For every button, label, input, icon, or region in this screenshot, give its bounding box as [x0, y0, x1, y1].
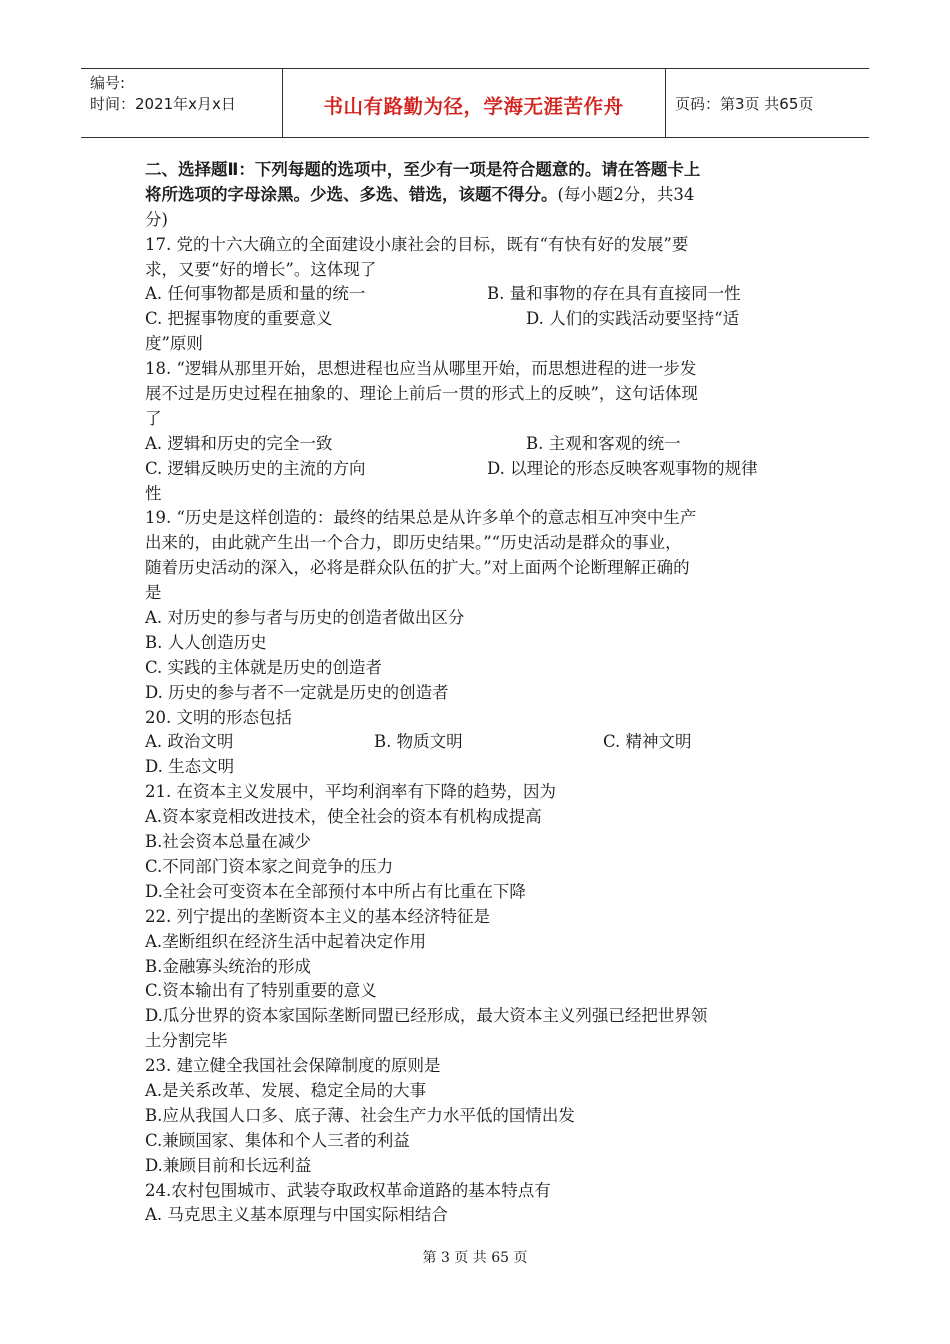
option-c: C.资本输出有了特别重要的意义: [145, 981, 377, 1001]
option-d: D. 以理论的形态反映客观事物的规律: [487, 458, 758, 478]
header-info: [90, 73, 236, 115]
option-c: C. 把握事物度的重要意义: [145, 309, 333, 329]
option-a: A. 逻辑和历史的完全一致: [145, 433, 333, 453]
question-stem: 20. 文明的形态包括: [145, 707, 292, 727]
option-c: C. 逻辑反映历史的主流的方向: [145, 458, 366, 478]
section-title-note-end: 分): [145, 209, 168, 229]
option-d: D.瓜分世界的资本家国际垄断同盟已经形成，最大资本主义列强已经把世界领: [145, 1006, 708, 1026]
page-header: [81, 68, 869, 138]
option-row: [145, 457, 810, 482]
option-d: D.兼顾目前和长远利益: [145, 1155, 312, 1175]
question-stem: 了: [145, 408, 162, 428]
question-stem: 出来的，由此就产生出一个合力，即历史结果。”“历史活动是群众的事业，: [145, 533, 682, 553]
question-stem: 19. “历史是这样创造的：最终的结果总是从许多单个的意志相互冲突中生产: [145, 508, 697, 528]
page-footer: 第 3 页 共 65 页: [422, 1250, 528, 1266]
header-page-label: 页码：第3页 共65页: [675, 95, 814, 113]
question-stem: 求，又要“好的增长”。这体现了: [145, 259, 377, 279]
option-d: D. 生态文明: [145, 757, 235, 777]
option-continuation: 度”原则: [145, 334, 203, 354]
option-continuation: 性: [145, 483, 162, 503]
option-c: C. 实践的主体就是历史的创造者: [145, 657, 383, 677]
option-d: D.全社会可变资本在全部预付本中所占有比重在下降: [145, 881, 526, 901]
option-a: A.垄断组织在经济生活中起着决定作用: [145, 931, 427, 951]
option-b: B. 物质文明: [374, 732, 463, 752]
option-a: A. 政治文明: [145, 732, 234, 752]
header-motto: 书山有路勤为径，学海无涯苦作舟: [323, 95, 624, 118]
option-a: A.是关系改革、发展、稳定全局的大事: [145, 1080, 427, 1100]
option-a: A. 任何事物都是质和量的统一: [145, 284, 366, 304]
option-c: C. 精神文明: [603, 732, 692, 752]
section-title: 二、选择题Ⅱ：下列每题的选项中，至少有一项是符合题意的。请在答题卡上: [145, 160, 701, 179]
option-row: [145, 282, 810, 307]
section-title-bold: 将所选项的字母涂黑。少选、多选、错选，该题不得分。: [145, 184, 558, 204]
option-b: B.金融寡头统治的形成: [145, 956, 311, 976]
document-body: [145, 158, 810, 1228]
option-row: [145, 307, 810, 332]
section-title-line-2: [145, 183, 810, 208]
question-stem: 18. “逻辑从那里开始，思想进程也应当从哪里开始，而思想进程的进一步发: [145, 359, 697, 379]
header-number-label: 编号:: [90, 74, 126, 92]
option-row: [145, 432, 810, 457]
option-b: B. 主观和客观的统一: [526, 433, 681, 453]
option-c: C.不同部门资本家之间竞争的压力: [145, 856, 394, 876]
question-stem: 展不过是历史过程在抽象的、理论上前后一贯的形式上的反映”，这句话体现: [145, 384, 698, 404]
option-d: D. 人们的实践活动要坚持“适: [526, 309, 740, 329]
option-a: A.资本家竞相改进技术，使全社会的资本有机构成提高: [145, 807, 542, 827]
question-stem: 23. 建立健全我国社会保障制度的原则是: [145, 1056, 441, 1076]
option-b: B.社会资本总量在减少: [145, 832, 311, 852]
section-title-note: (每小题2分，共34: [557, 184, 695, 204]
option-row: [145, 730, 810, 755]
option-a: A. 对历史的参与者与历史的创造者做出区分: [145, 608, 465, 628]
question-stem: 是: [145, 583, 162, 603]
question-stem: 21. 在资本主义发展中，平均利润率有下降的趋势，因为: [145, 782, 556, 802]
option-c: C.兼顾国家、集体和个人三者的利益: [145, 1130, 410, 1150]
option-b: B. 量和事物的存在具有直接同一性: [487, 284, 741, 304]
header-time-label: 时间：2021年x月x日: [90, 95, 236, 113]
question-stem: 17. 党的十六大确立的全面建设小康社会的目标，既有“有快有好的发展”要: [145, 234, 689, 254]
option-b: B.应从我国人口多、底子薄、社会生产力水平低的国情出发: [145, 1105, 575, 1125]
question-stem: 随着历史活动的深入，必将是群众队伍的扩大。”对上面两个论断理解正确的: [145, 558, 690, 578]
option-continuation: 土分割完毕: [145, 1031, 228, 1051]
question-stem: 24.农村包围城市、武装夺取政权革命道路的基本特点有: [145, 1180, 551, 1200]
option-b: B. 人人创造历史: [145, 632, 267, 652]
option-a: A. 马克思主义基本原理与中国实际相结合: [145, 1205, 448, 1225]
question-stem: 22. 列宁提出的垄断资本主义的基本经济特征是: [145, 906, 490, 926]
option-d: D. 历史的参与者不一定就是历史的创造者: [145, 682, 449, 702]
